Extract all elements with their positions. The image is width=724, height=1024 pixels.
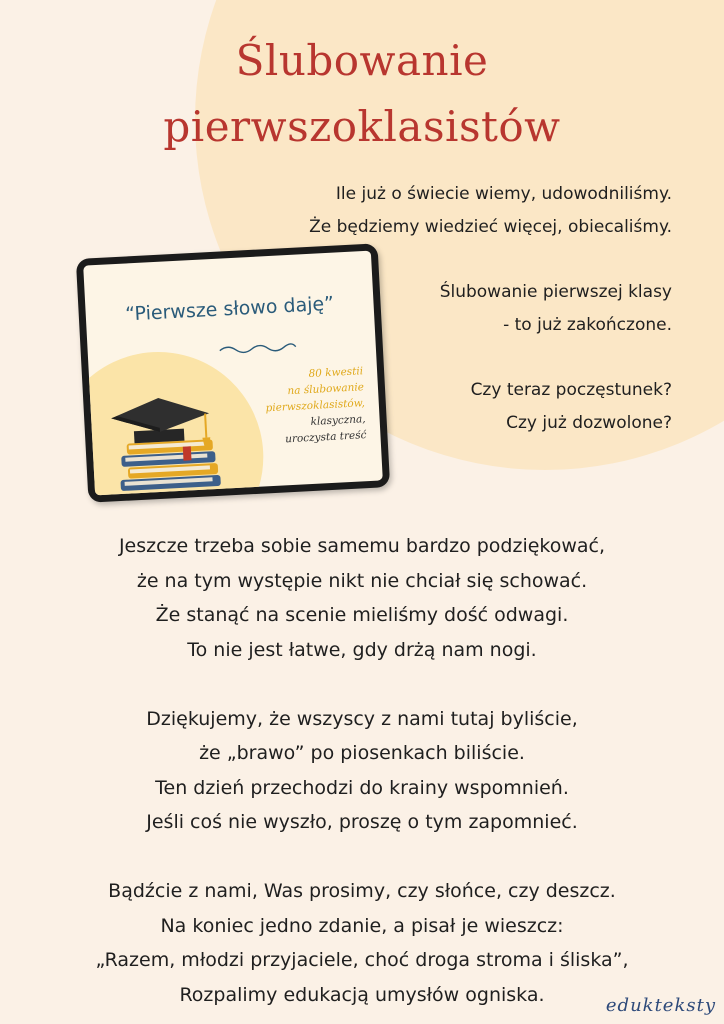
intro-line: Czy teraz poczęstunek? <box>470 380 672 400</box>
poem-line: Dziękujemy, że wszyscy z nami tutaj byliście, <box>146 707 578 730</box>
poem-line: Jeszcze trzeba sobie samemu bardzo podziękować, <box>118 535 606 557</box>
intro-line: - to już zakończone. <box>503 315 672 335</box>
page-title <box>0 28 724 160</box>
squiggle-icon <box>218 341 299 357</box>
tablet-line: klasyczna, <box>310 413 366 428</box>
tablet-quote: “Pierwsze słowo daję” <box>124 292 335 326</box>
title-line-1: Ślubowanie <box>235 36 489 85</box>
tablet-promo-image <box>76 243 390 502</box>
poem-line: Ten dzień przechodzi do krainy wspomnień. <box>155 776 569 799</box>
poem-line: To nie jest łatwe, gdy drżą nam nogi. <box>187 638 537 661</box>
edukteksty-logo[interactable]: edukteksty <box>605 995 716 1016</box>
poem-line: że „brawo” po piosenkach biliście. <box>199 742 525 764</box>
tablet-screen <box>83 251 383 496</box>
tablet-line: pierwszoklasistów, <box>265 397 366 415</box>
poem-line: Rozpalimy edukacją umysłów ogniska. <box>179 983 545 1006</box>
tablet-description <box>264 363 367 448</box>
intro-line: Ślubowanie pierwszej klasy <box>439 282 672 302</box>
tablet-line: 80 kwestii <box>308 365 364 381</box>
poem-line: Bądźcie z nami, Was prosimy, czy słońce, czy deszcz. <box>108 880 616 902</box>
tablet-line: uroczysta treść <box>284 429 367 446</box>
poem-line: Że stanąć na scenie mieliśmy dość odwagi. <box>155 604 569 626</box>
intro-line: Ile już o świecie wiemy, udowodniliśmy. <box>335 184 672 204</box>
poem-line: Jeśli coś nie wyszło, proszę o tym zapomnieć. <box>146 811 578 833</box>
intro-line: Że będziemy wiedzieć więcej, obiecaliśmy. <box>309 217 672 237</box>
tablet-line: na ślubowanie <box>287 381 365 398</box>
intro-line: Czy już dozwolone? <box>506 413 672 433</box>
title-line-2: pierwszoklasistów <box>163 102 561 151</box>
poem-line: że na tym występie nikt nie chciał się schować. <box>136 569 588 592</box>
graduation-cap-books-icon <box>106 382 231 493</box>
poem-line: „Razem, młodzi przyjaciele, choć droga stroma i śliska”, <box>95 949 629 971</box>
poem-line: Na koniec jedno zdanie, a pisał je wieszcz: <box>160 914 564 937</box>
poem <box>0 529 724 1012</box>
